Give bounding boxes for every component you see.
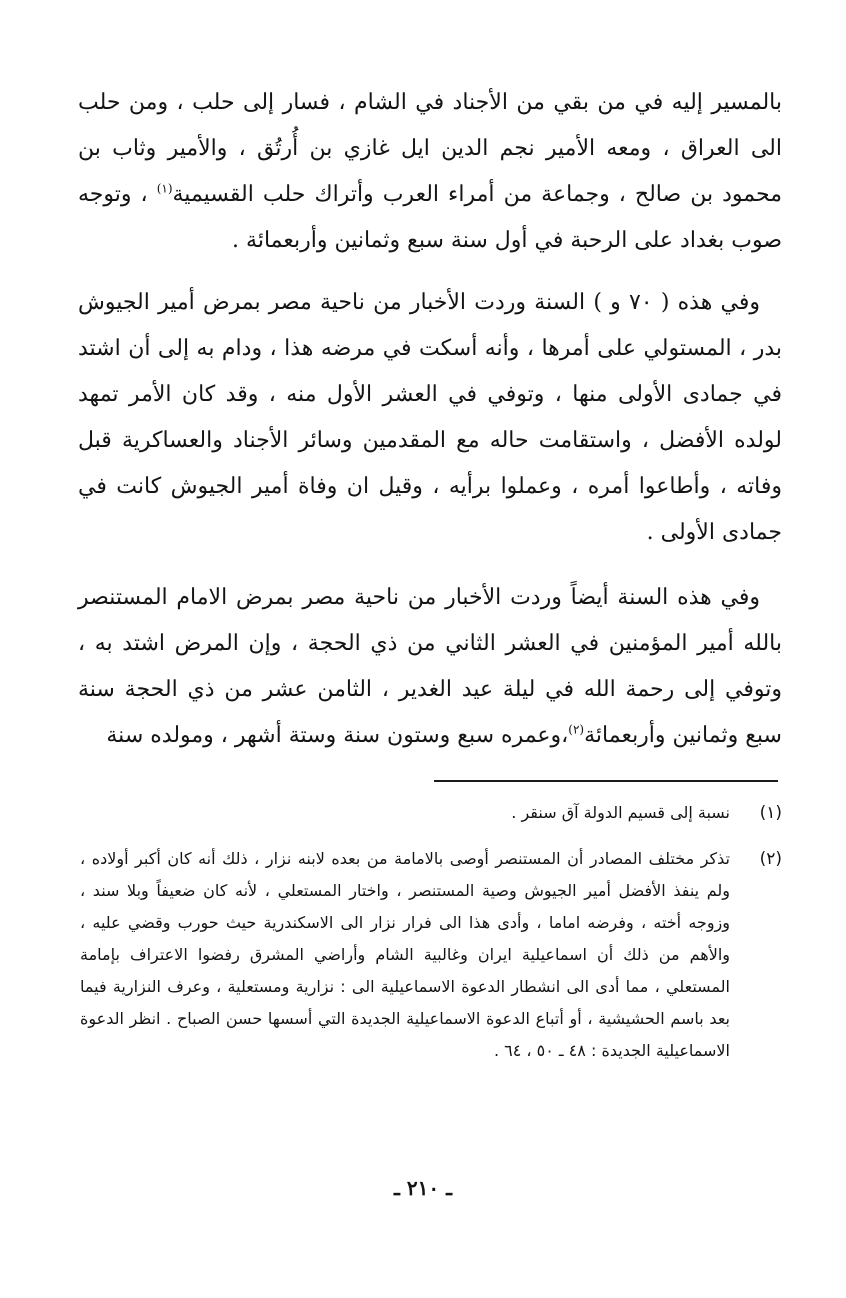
paragraph-1-text-continued: ، وتوجه صوب بغداد على الرحبة في أول سنة سبع وثمانين وأربعمائة . xyxy=(78,182,782,253)
footnote-1-text: نسبة إلى قسيم الدولة آق سنقر . xyxy=(511,803,730,822)
page-number: ـ ٢١٠ ـ xyxy=(394,1176,452,1200)
paragraph-1 xyxy=(78,80,782,264)
footnote-divider xyxy=(434,780,778,782)
paragraph-2-text: وفي هذه ( ٧٠ و ) السنة وردت الأخبار من ناحية مصر بمرض أمير الجيوش بدر ، المستولي على أمرها ، وأنه أسكت في مرضه هذا ، ودام به إلى أن اشتد في جمادى الأولى منها ، وتوفي في العشر الأول منه ، وقد كان الأمر تمهد لولده الأفضل ، واستقامت حاله مع المقدمين وسائر الأجناد والعساكرية قبل وفاته ، وأطاعوا أمره ، وعملوا برأيه ، وقيل ان وفاة أمير الجيوش كانت في جمادى الأولى . xyxy=(78,290,782,545)
footnote-1 xyxy=(80,797,782,829)
paragraph-3 xyxy=(78,575,782,759)
paragraph-3-text-continued: ،وعمره سبع وستون سنة وستة أشهر ، ومولده سنة xyxy=(106,723,569,748)
paragraph-1-text: بالمسير إليه في من بقي من الأجناد في الشام ، فسار إلى حلب ، ومن حلب الى العراق ، ومعه الأمير نجم الدين ايل غازي بن أُرتُق ، والأمير وثاب بن محمود بن صالح ، وجماعة من أمراء العرب وأتراك حلب القسيمية xyxy=(78,90,782,207)
paragraph-3-text: وفي هذه السنة أيضاً وردت الأخبار من ناحية مصر بمرض الامام المستنصر بالله أمير المؤمنين في العشر الثاني من ذي الحجة ، وإن المرض اشتد به ، وتوفي إلى رحمة الله في ليلة عيد الغدير ، الثامن عشر من ذي الحجة سنة سبع وثمانين وأربعمائة xyxy=(78,585,782,748)
footnote-ref-2: (٢) xyxy=(568,722,585,737)
paragraph-2 xyxy=(78,280,782,556)
footnote-2 xyxy=(80,843,782,1067)
footnote-ref-1: (١) xyxy=(156,181,173,196)
footnote-2-number: (٢) xyxy=(759,849,782,869)
footnote-1-number: (١) xyxy=(759,803,782,823)
footnote-2-text: تذكر مختلف المصادر أن المستنصر أوصى بالامامة من بعده لابنه نزار ، ذلك أنه كان أكبر أولاده ، ولم ينفذ الأفضل أمير الجيوش وصية المستنصر ، واختار المستعلي ، لأنه كان ضعيفاً وبلا سند ، وزوجه أخته ، وفرضه اماما ، وأدى هذا الى فرار نزار الى الاسكندرية حيث حورب وقضي عليه ، والأهم من ذلك أن اسماعيلية ايران وغالبية الشام وأراضي المشرق رفضوا الاعتراف بإمامة المستعلي ، مما أدى الى انشطار الدعوة الاسماعيلية الى : نزارية ومستعلية ، وعرف النزارية فيما بعد باسم الحشيشية ، أو أتباع الدعوة الاسماعيلية الجديدة التي أسسها حسن الصباح . انظر الدعوة الاسماعيلية الجديدة : ٤٨ ـ ٥٠ ، ٦٤ . xyxy=(80,849,730,1060)
